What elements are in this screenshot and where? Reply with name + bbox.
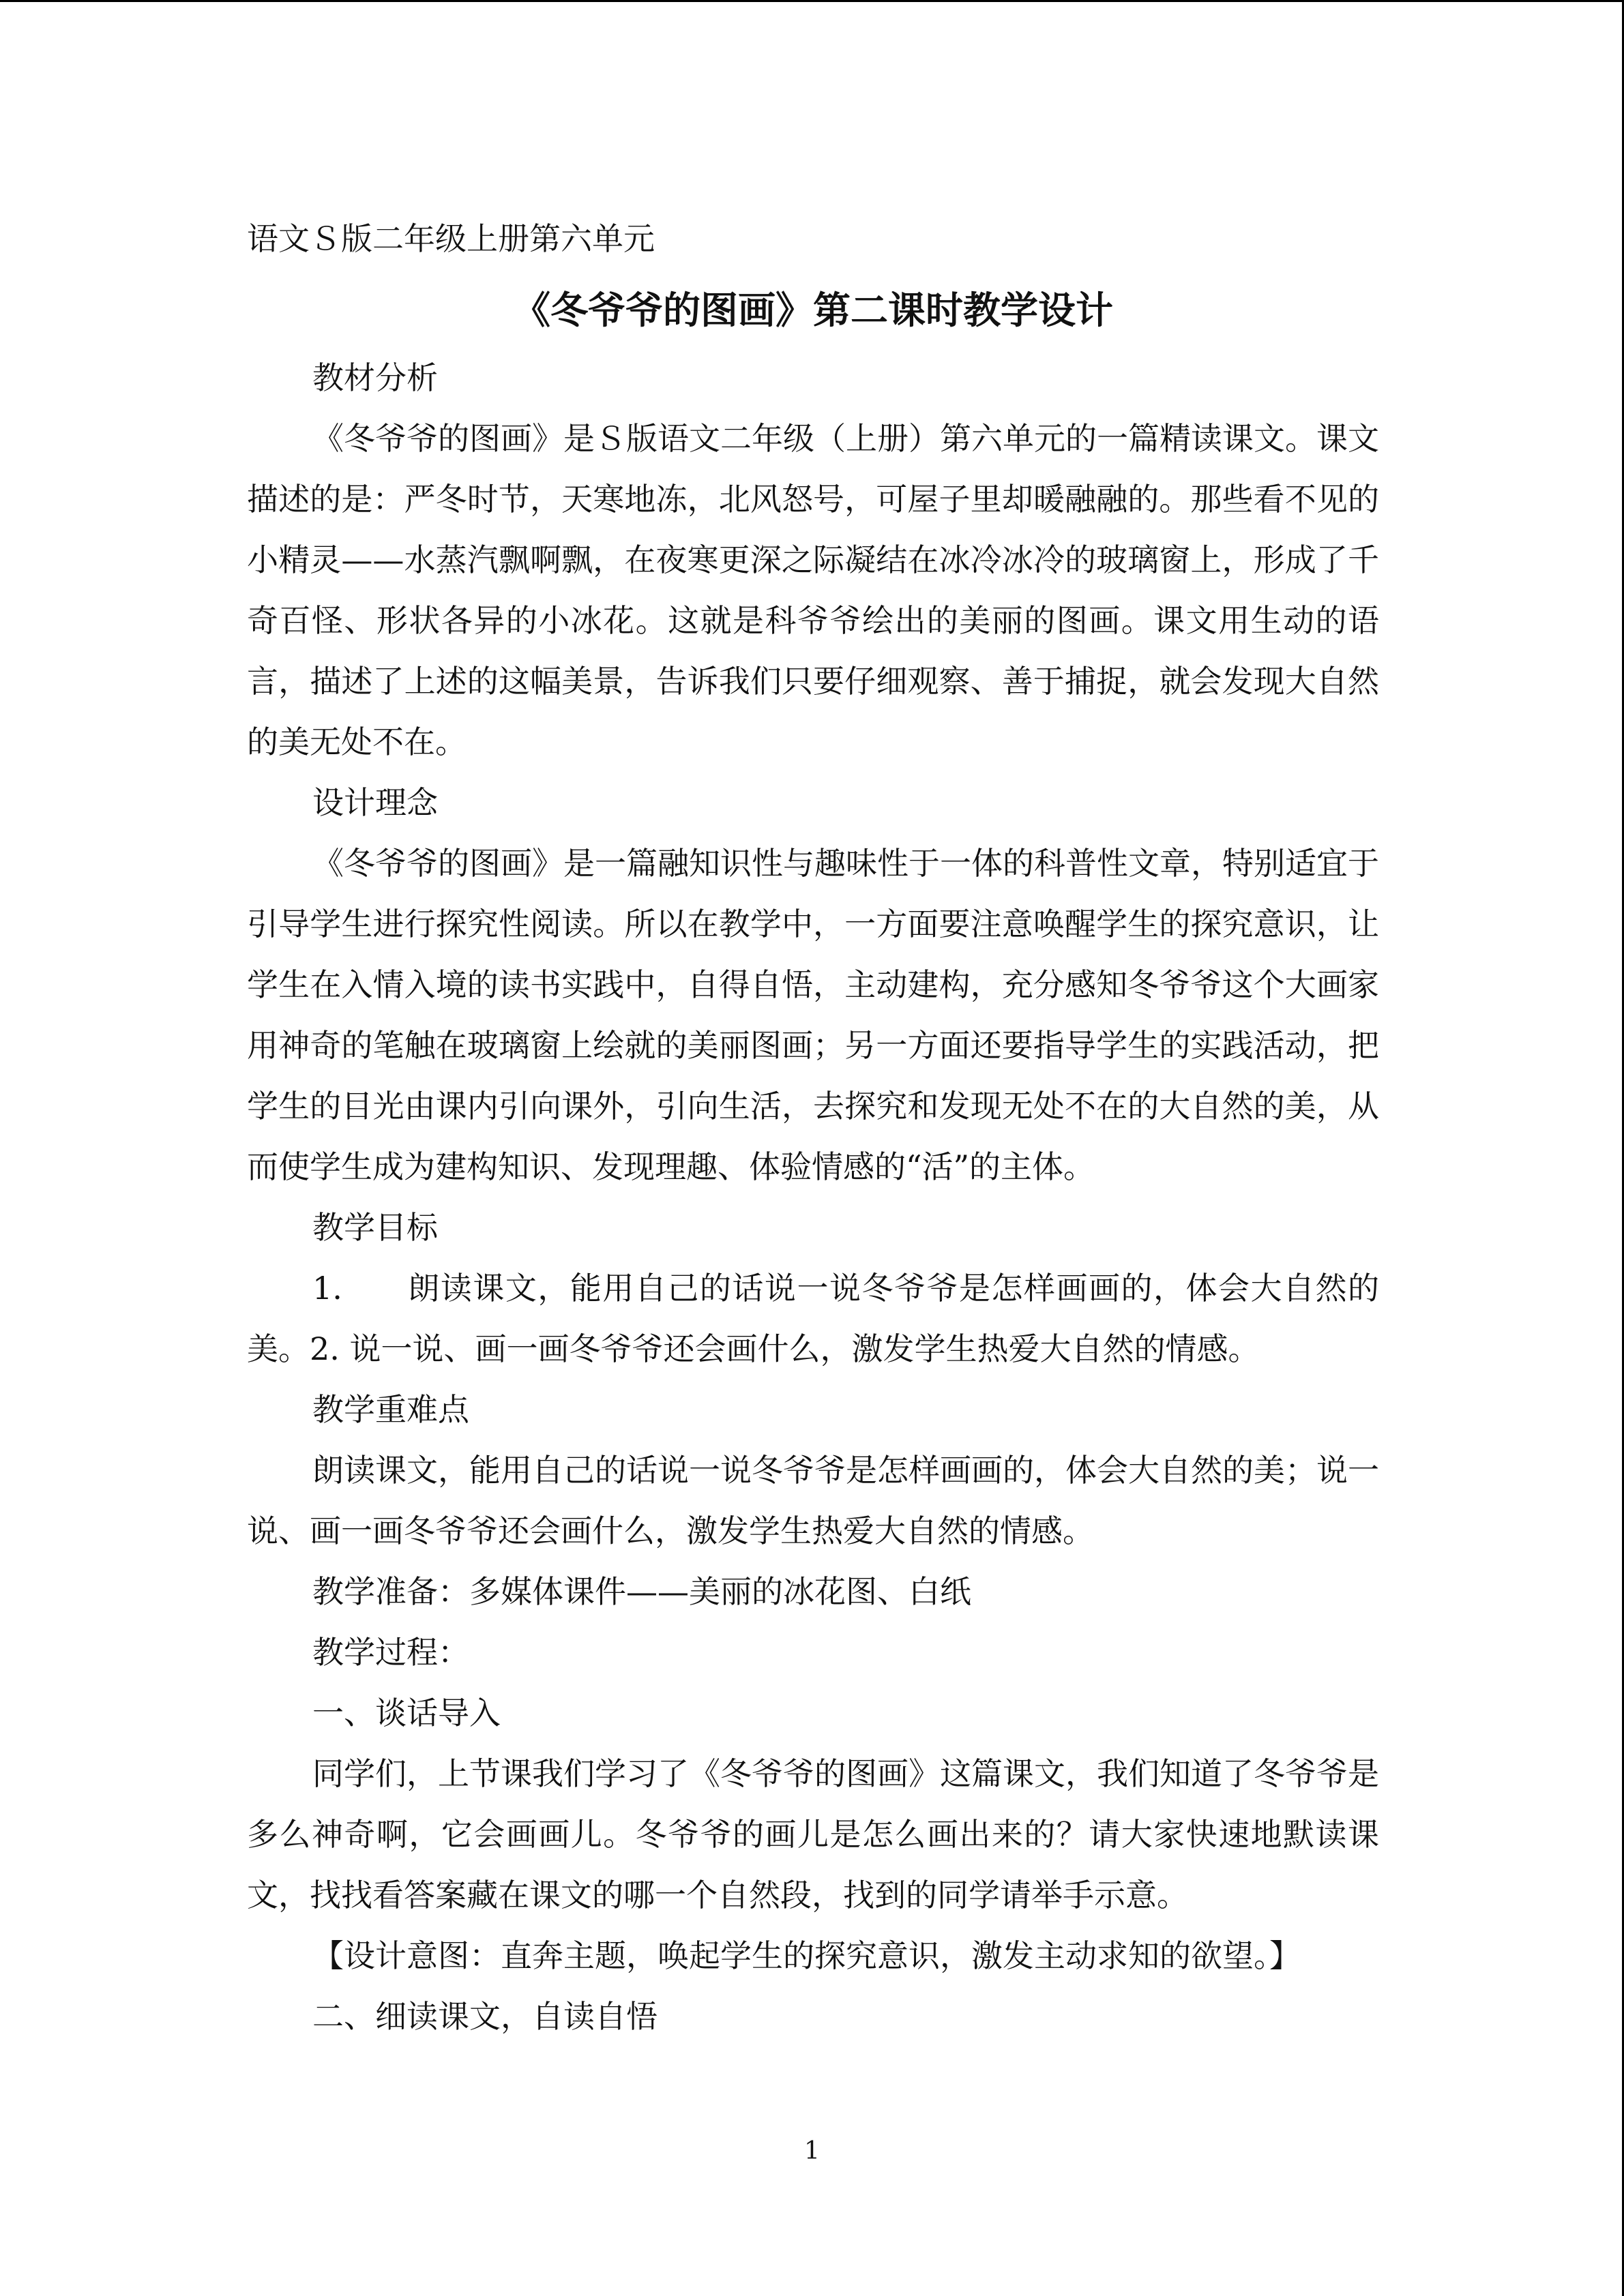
objectives-list: 1. 朗读课文，能用自己的话说一说冬爷爷是怎样画画的，体会大自然的美。2. 说一说、画一画冬爷爷还会画什么，激发学生热爱大自然的情感。 <box>247 1270 1379 1367</box>
paragraph: 朗读课文，能用自己的话说一说冬爷爷是怎样画画的，体会大自然的美；说一说、画一画冬爷爷还会画什么，激发学生热爱大自然的情感。 <box>247 1452 1379 1549</box>
paragraph: 同学们，上节课我们学习了《冬爷爷的图画》这篇课文，我们知道了冬爷爷是多么神奇啊，它会画画儿。冬爷爷的画儿是怎么画出来的？请大家快速地默读课文，找找看答案藏在课文的哪一个自然段，找到的同学请举手示意。 <box>247 1755 1379 1913</box>
design-intent-note: 【设计意图：直奔主题，唤起学生的探究意识，激发主动求知的欲望。】 <box>312 1937 1301 1974</box>
unit-header: 语文Ｓ版二年级上册第六单元 <box>247 220 655 257</box>
document-body <box>247 205 1379 2047</box>
page-title: 《冬爷爷的图画》第二课时教学设计 <box>512 288 1113 332</box>
section-heading: 教学过程： <box>312 1634 469 1671</box>
paragraph: 《冬爷爷的图画》是一篇融知识性与趣味性于一体的科普性文章，特别适宜于引导学生进行探究性阅读。所以在教学中，一方面要注意唤醒学生的探究意识，让学生在入情入境的读书实践中，自得自悟，主动建构，充分感知冬爷爷这个大画家用神奇的笔触在玻璃窗上绘就的美丽图画；另一方面还要指导学生的实践活动，把学生的目光由课内引向课外，引向生活，去探究和发现无处不在的大自然的美，从而使学生成为建构知识、发现理趣、体验情感的“活”的主体。 <box>247 845 1379 1185</box>
section-heading: 一、谈话导入 <box>312 1695 501 1731</box>
page-number: 1 <box>804 2137 820 2165</box>
section-heading: 教学重难点 <box>312 1391 469 1428</box>
section-heading: 设计理念 <box>312 784 438 821</box>
paragraph: 《冬爷爷的图画》是Ｓ版语文二年级（上册）第六单元的一篇精读课文。课文描述的是：严冬时节，天寒地冻，北风怒号，可屋子里却暖融融的。那些看不见的小精灵——水蒸汽飘啊飘，在夜寒更深之际凝结在冰冷冰冷的玻璃窗上，形成了千奇百怪、形状各异的小冰花。这就是科爷爷绘出的美丽的图画。课文用生动的语言，描述了上述的这幅美景，告诉我们只要仔细观察、善于捕捉，就会发现大自然的美无处不在。 <box>247 420 1379 760</box>
section-heading: 教学目标 <box>312 1209 438 1246</box>
page-border-top <box>0 0 1624 2</box>
section-heading: 教材分析 <box>312 359 438 396</box>
section-heading: 二、细读课文，自读自悟 <box>312 1998 658 2035</box>
section-heading: 教学准备：多媒体课件——美丽的冰花图、白纸 <box>312 1573 971 1610</box>
